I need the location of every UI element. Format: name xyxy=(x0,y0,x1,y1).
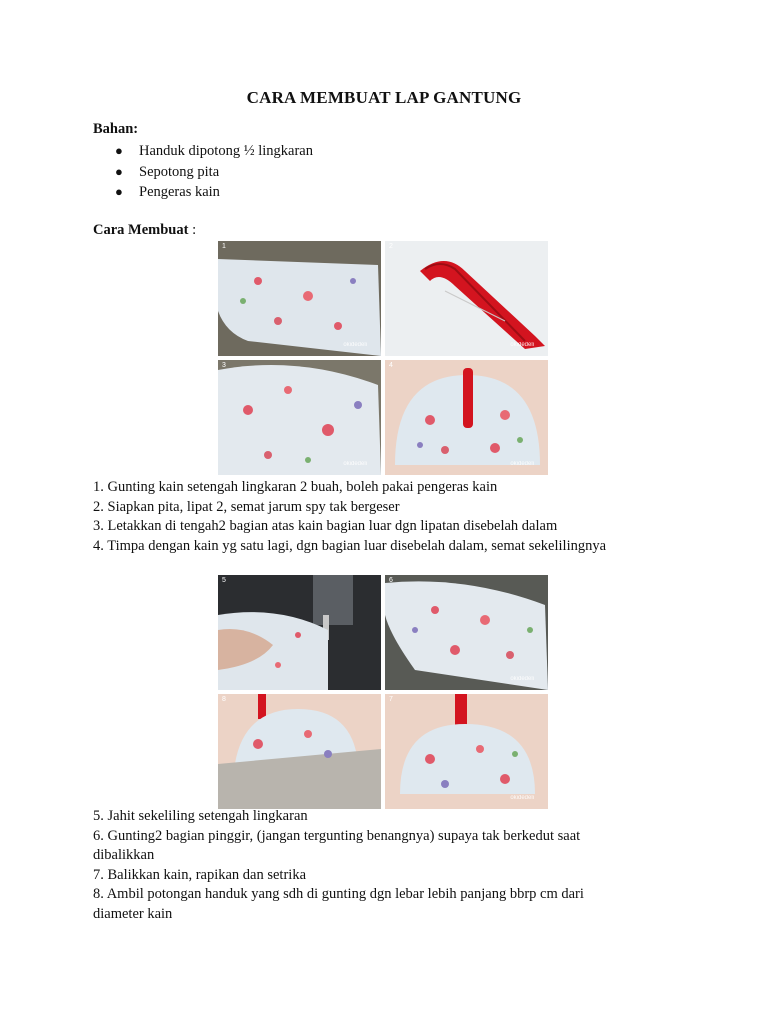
photo-watermark: okidedeli xyxy=(510,342,534,348)
pinned-photo-image xyxy=(218,360,381,475)
photo-watermark: okidedeli xyxy=(510,795,534,801)
list-item: ● Handuk dipotong ½ lingkaran xyxy=(93,141,313,162)
bullet-icon: ● xyxy=(115,184,123,199)
bullet-icon: ● xyxy=(115,143,123,158)
materials-list xyxy=(93,141,313,203)
photo-number: 2 xyxy=(389,243,393,250)
steps-list-a xyxy=(93,478,606,556)
photo-sewing-machine xyxy=(218,575,381,690)
list-item: 1. Gunting kain setengah lingkaran 2 buah, boleh pakai pengeras kain xyxy=(93,479,498,495)
method-heading: Cara Membuat : xyxy=(93,222,197,238)
finished-photo-image xyxy=(385,694,548,809)
photo-cut-fabric xyxy=(218,241,381,356)
photo-number: 1 xyxy=(222,243,226,250)
materials-heading: Bahan: xyxy=(93,121,139,137)
photo-number: 4 xyxy=(389,362,393,369)
photo-turned-out xyxy=(218,694,381,809)
photo-ribbon xyxy=(385,241,548,356)
photo-watermark: okidedeli xyxy=(510,676,534,682)
list-item: ● Pengeras kain xyxy=(93,182,313,203)
photo-number: 7 xyxy=(389,696,393,703)
fabric-photo-image xyxy=(218,241,381,356)
photo-notched-edges xyxy=(385,575,548,690)
photo-number: 6 xyxy=(389,577,393,584)
sewing-photo-image xyxy=(218,575,381,690)
page-title: CARA MEMBUAT LAP GANTUNG xyxy=(246,88,522,107)
photo-finished xyxy=(385,694,548,809)
photo-number: 8 xyxy=(222,696,226,703)
list-item: 6. Gunting2 bagian pinggir, (jangan tergunting benangnya) supaya tak berkedut saat dibalikkan xyxy=(93,827,581,863)
bullet-icon: ● xyxy=(115,163,123,179)
list-item: 5. Jahit sekeliling setengah lingkaran xyxy=(93,808,308,824)
list-item: 8. Ambil potongan handuk yang sdh di gunting dgn lebar lebih panjang bbrp cm dari diameter kain xyxy=(93,886,584,922)
list-item: 3. Letakkan di tengah2 bagian atas kain bagian luar dgn lipatan disebelah dalam xyxy=(93,518,558,534)
photo-watermark: okidedeli xyxy=(343,461,367,467)
turned-photo-image xyxy=(218,694,381,809)
photo-watermark: okidedeli xyxy=(510,461,534,467)
ribbon-fabric-photo-image xyxy=(385,360,548,475)
steps-list-b xyxy=(93,807,633,924)
photo-collage-2 xyxy=(218,575,548,809)
photo-ribbon-on-fabric xyxy=(385,360,548,475)
list-item: 7. Balikkan kain, rapikan dan setrika xyxy=(93,866,307,883)
list-item: ● Sepotong pita xyxy=(93,162,313,183)
ribbon-photo-image xyxy=(385,241,548,356)
photo-collage-1 xyxy=(218,241,548,475)
photo-number: 3 xyxy=(222,362,226,369)
photo-pinned-ribbon xyxy=(218,360,381,475)
photo-watermark: okidedeli xyxy=(343,342,367,348)
photo-number: 5 xyxy=(222,577,226,584)
list-item: 4. Timpa dengan kain yg satu lagi, dgn bagian luar disebelah dalam, semat sekelilingnya xyxy=(93,537,607,554)
list-item: 2. Siapkan pita, lipat 2, semat jarum spy tak bergeser xyxy=(93,498,400,515)
notched-photo-image xyxy=(385,575,548,690)
